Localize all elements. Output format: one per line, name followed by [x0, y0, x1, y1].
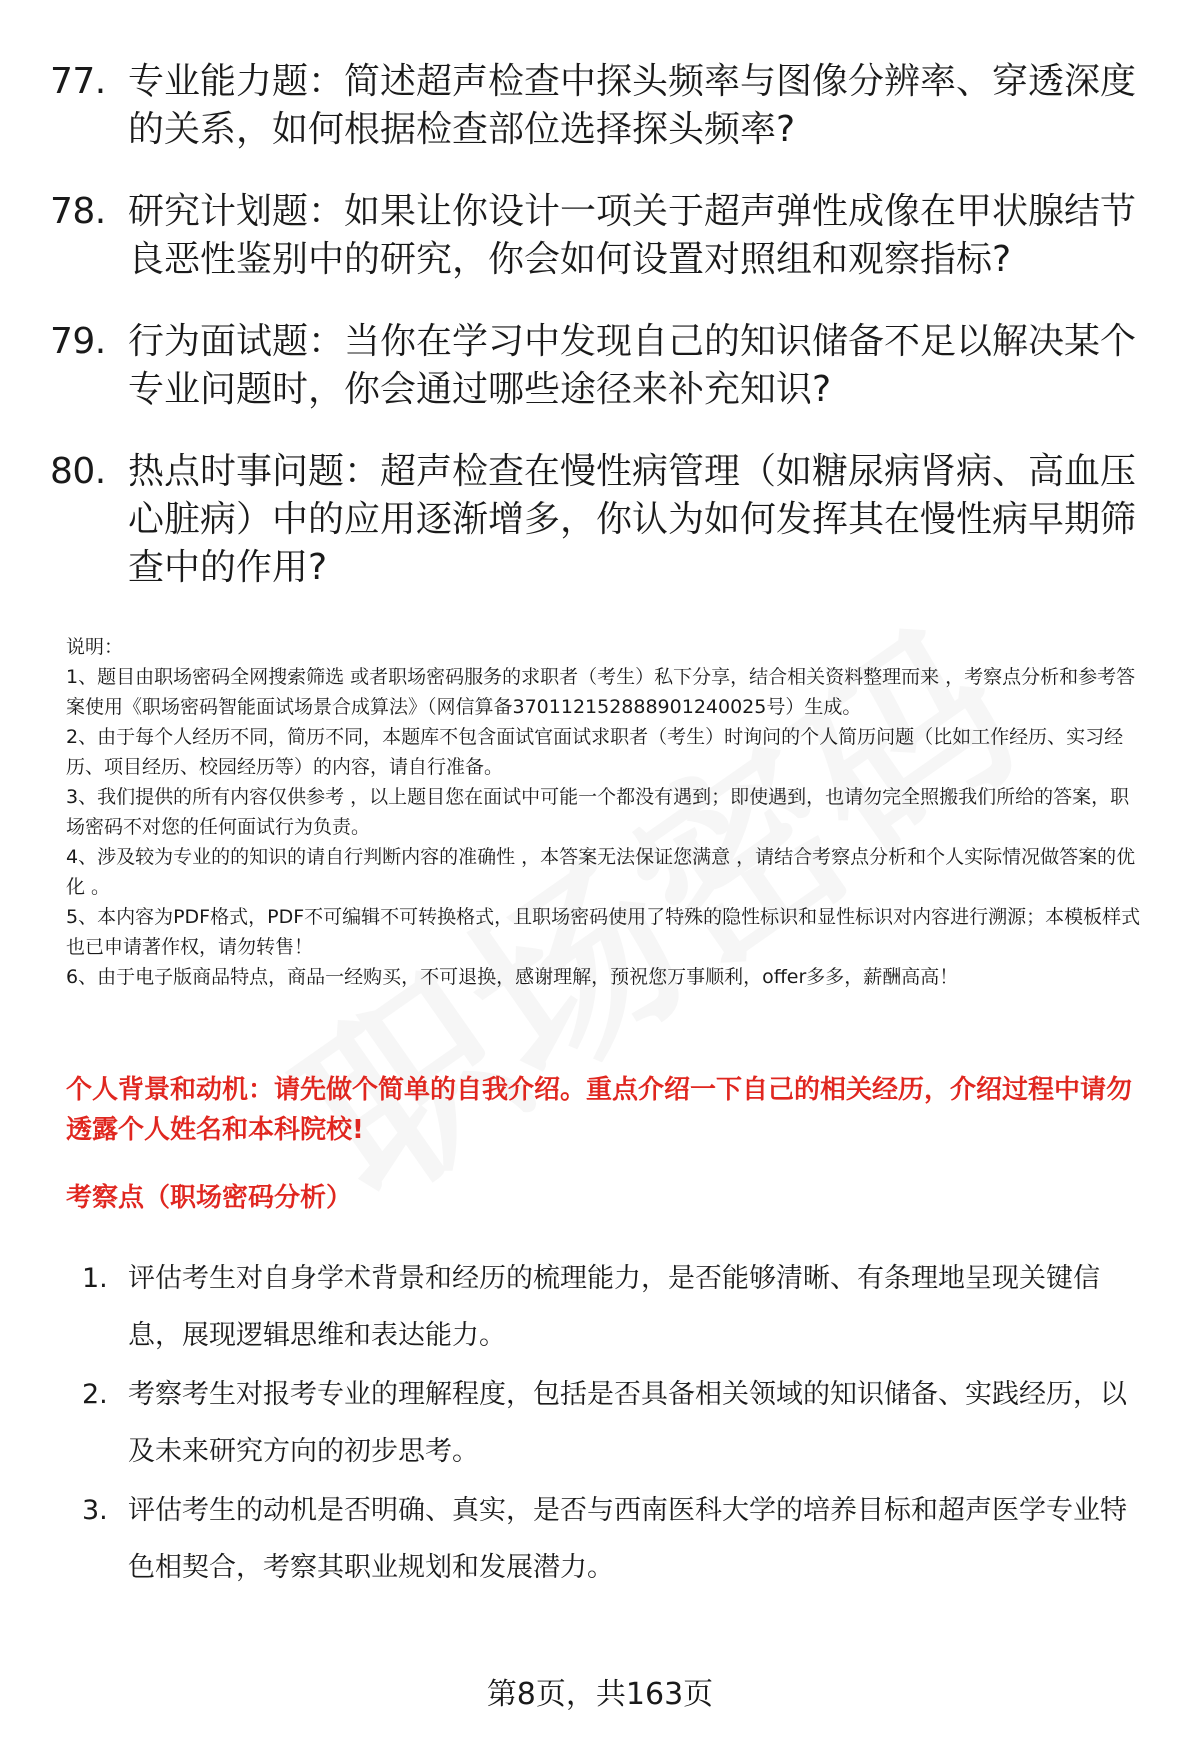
point-number: 3. — [82, 1495, 108, 1526]
question-number: 77. — [50, 61, 106, 102]
point-number: 2. — [82, 1379, 108, 1410]
notes-title: 说明： — [66, 636, 124, 658]
question-number: 80. — [50, 451, 106, 492]
analysis-points — [82, 1250, 1152, 1598]
analysis-point — [82, 1482, 1152, 1596]
point-text: 评估考生的动机是否明确、真实，是否与西南医科大学的培养目标和超声医学专业特色相契合，考察其职业规划和发展潜力。 — [128, 1495, 1127, 1583]
point-text: 评估考生对自身学术背景和经历的梳理能力，是否能够清晰、有条理地呈现关键信息，展现逻辑思维和表达能力。 — [128, 1263, 1100, 1351]
note-item: 3、我们提供的所有内容仅供参考 ，以上题目您在面试中可能一个都没有遇到；即使遇到，也请勿完全照搬我们所给的答案，职场密码不对您的任何面试行为负责。 — [66, 786, 1130, 838]
section-subheading: 考察点（职场密码分析） — [66, 1183, 353, 1213]
question-item — [50, 58, 1150, 154]
question-number: 78. — [50, 191, 106, 232]
question-item — [50, 318, 1150, 414]
point-text: 考察考生对报考专业的理解程度，包括是否具备相关领域的知识储备、实践经历，以及未来研究方向的初步思考。 — [128, 1379, 1127, 1467]
question-text: 研究计划题：如果让你设计一项关于超声弹性成像在甲状腺结节良恶性鉴别中的研究，你会如何设置对照组和观察指标? — [128, 191, 1137, 280]
notes-block — [66, 632, 1146, 992]
note-item: 5、本内容为PDF格式，PDF不可编辑不可转换格式，且职场密码使用了特殊的隐性标识和显性标识对内容进行溯源；本模板样式也已申请著作权，请勿转售！ — [66, 906, 1141, 958]
question-text: 热点时事问题：超声检查在慢性病管理（如糖尿病肾病、高血压心脏病）中的应用逐渐增多，你认为如何发挥其在慢性病早期筛查中的作用? — [128, 451, 1137, 588]
page-footer: 第8页，共163页 — [486, 1677, 714, 1712]
analysis-point — [82, 1366, 1152, 1480]
question-number: 79. — [50, 321, 106, 362]
question-item — [50, 188, 1150, 284]
note-item: 2、由于每个人经历不同，简历不同，本题库不包含面试官面试求职者（考生）时询问的个人简历问题（比如工作经历、实习经历、项目经历、校园经历等）的内容，请自行准备。 — [66, 726, 1124, 778]
analysis-point — [82, 1250, 1152, 1364]
question-list — [50, 58, 1150, 626]
section-heading: 个人背景和动机：请先做个简单的自我介绍。重点介绍一下自己的相关经历，介绍过程中请勿透露个人姓名和本科院校! — [66, 1075, 1133, 1145]
question-text: 专业能力题：简述超声检查中探头频率与图像分辨率、穿透深度的关系，如何根据检查部位选择探头频率? — [128, 61, 1137, 150]
note-item: 6、由于电子版商品特点，商品一经购买，不可退换，感谢理解，预祝您万事顺利，offer多多，薪酬高高！ — [66, 966, 959, 988]
question-text: 行为面试题：当你在学习中发现自己的知识储备不足以解决某个专业问题时，你会通过哪些途径来补充知识? — [128, 321, 1137, 410]
point-number: 1. — [82, 1263, 108, 1294]
note-item: 4、涉及较为专业的的知识的请自行判断内容的准确性 ，本答案无法保证您满意 ，请结合考察点分析和个人实际情况做答案的优化 。 — [66, 846, 1136, 898]
question-item — [50, 448, 1150, 592]
note-item: 1、题目由职场密码全网搜索筛选 或者职场密码服务的求职者（考生）私下分享，结合相关资料整理而来 ，考察点分析和参考答案使用《职场密码智能面试场景合成算法》（网信算备370112152888901240025号）生成。 — [66, 666, 1136, 718]
